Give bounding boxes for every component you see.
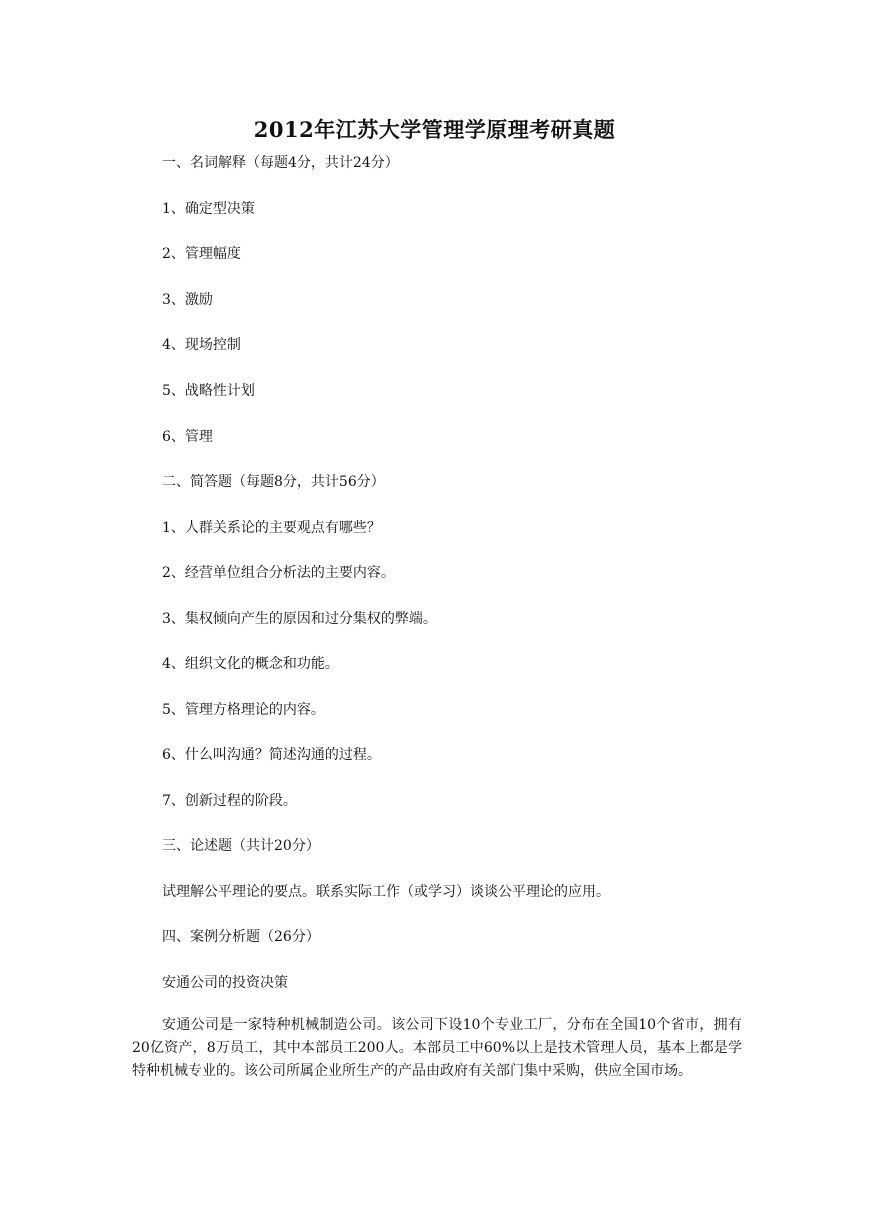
section2-item: 5、管理方格理论的内容。 bbox=[162, 702, 325, 718]
section1-item: 5、战略性计划 bbox=[162, 383, 255, 399]
section1-item: 1、确定型决策 bbox=[162, 201, 255, 217]
document-title: 2012年江苏大学管理学原理考研真题 bbox=[253, 117, 616, 142]
section2-item: 6、什么叫沟通？简述沟通的过程。 bbox=[162, 747, 381, 763]
section2-item: 7、创新过程的阶段。 bbox=[162, 793, 297, 809]
section1-item: 3、激励 bbox=[162, 292, 213, 308]
section1-item: 4、现场控制 bbox=[162, 337, 241, 353]
section1-heading: 一、名词解释（每题4分，共计24分） bbox=[162, 155, 399, 171]
section4-heading: 四、案例分析题（26分） bbox=[162, 929, 320, 945]
section2-item: 4、组织文化的概念和功能。 bbox=[162, 656, 339, 672]
section3-question: 试理解公平理论的要点。联系实际工作（或学习）谈谈公平理论的应用。 bbox=[162, 884, 610, 900]
section2-item: 2、经营单位组合分析法的主要内容。 bbox=[162, 565, 395, 581]
section2-item: 3、集权倾向产生的原因和过分集权的弊端。 bbox=[162, 611, 437, 627]
case-paragraph: 安通公司是一家特种机械制造公司。该公司下设10个专业工厂，分布在全国10个省市，拥有20亿资产，8万员工，其中本部员工200人。本部员工中60%以上是技术管理人员，基本上都是学特种机械专业的。该公司所属企业所生产的产品由政府有关部门集中采购，供应全国市场。 bbox=[132, 1017, 742, 1079]
section2-item: 1、人群关系论的主要观点有哪些？ bbox=[162, 520, 381, 536]
case-title: 安通公司的投资决策 bbox=[162, 975, 288, 991]
section3-heading: 三、论述题（共计20分） bbox=[162, 838, 320, 854]
section1-item: 2、管理幅度 bbox=[162, 246, 241, 262]
section2-heading: 二、简答题（每题8分，共计56分） bbox=[162, 474, 385, 490]
section1-item: 6、管理 bbox=[162, 429, 213, 445]
